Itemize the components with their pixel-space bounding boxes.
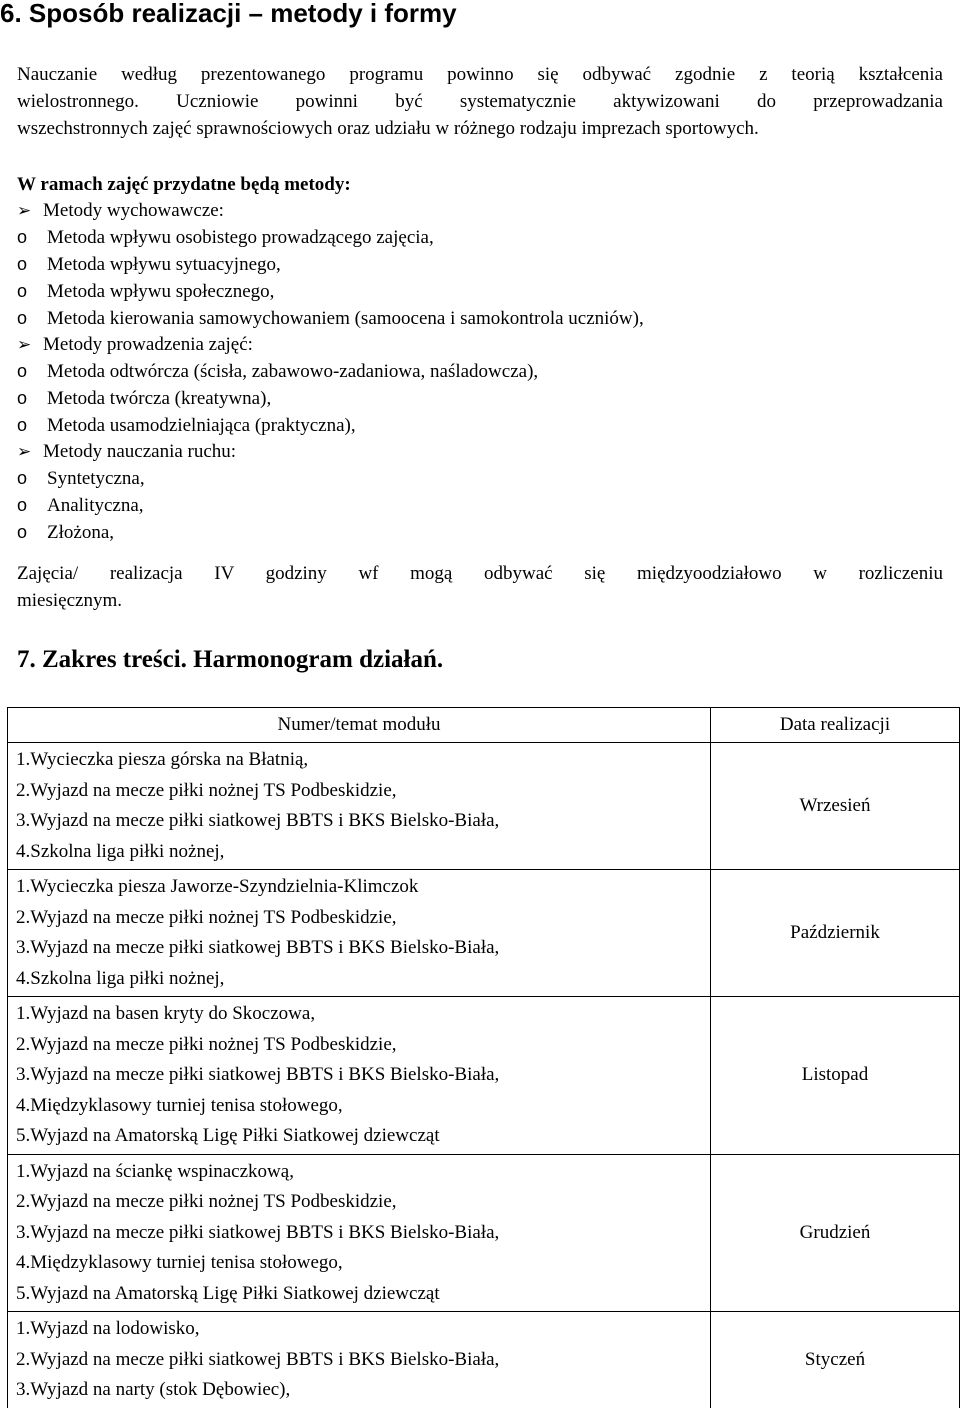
module-item: 4.Szkolna liga piłki nożnej,: [16, 840, 225, 862]
method-group-label: Metody prowadzenia zajęć:: [43, 334, 253, 355]
module-item: 2.Wyjazd na mecze piłki nożnej TS Podbeskidzie,: [16, 1033, 397, 1055]
method-item: [17, 492, 947, 519]
method-group: [17, 198, 947, 332]
method-item-label: Metoda usamodzielniająca (praktyczna),: [47, 415, 356, 436]
method-item-label: Metoda odtwórcza (ścisła, zabawowo-zadaniowa, naśladowcza),: [47, 361, 539, 382]
circle-bullet-icon: o: [17, 468, 28, 488]
table-row: [8, 997, 960, 1155]
method-item: [17, 519, 947, 546]
column-header-module: Numer/temat modułu: [8, 708, 711, 743]
method-group-row: [17, 332, 947, 358]
module-item: 1.Wyjazd na basen kryty do Skoczowa,: [16, 1003, 316, 1024]
arrow-bullet-icon: ➢: [17, 442, 32, 462]
circle-bullet-icon: o: [17, 495, 28, 515]
circle-bullet-icon: o: [17, 227, 28, 247]
method-item-label: Metoda wpływu osobistego prowadzącego zajęcia,: [47, 227, 434, 248]
month-cell: Listopad: [711, 997, 960, 1155]
module-item: 2.Wyjazd na mecze piłki nożnej TS Podbeskidzie,: [16, 1191, 397, 1212]
method-item-label: Metoda wpływu sytuacyjnego,: [47, 254, 281, 275]
module-item: 5.Wyjazd na Amatorską Ligę Piłki Siatkowej dziewcząt: [16, 1282, 440, 1304]
method-item: [17, 412, 947, 439]
table-header-row: [8, 708, 960, 743]
module-items-cell: [8, 1154, 711, 1312]
method-item-label: Syntetyczna,: [47, 468, 145, 489]
module-item: 2.Wyjazd na mecze piłki nożnej TS Podbeskidzie,: [16, 779, 397, 801]
circle-bullet-icon: o: [17, 361, 28, 381]
module-item: 3.Wyjazd na mecze piłki siatkowej BBTS i BKS Bielsko-Biała,: [16, 1221, 500, 1243]
module-item: 3.Wyjazd na narty (stok Dębowiec),: [16, 1379, 291, 1400]
method-groups-list: [17, 198, 947, 546]
method-item-label: Metoda twórcza (kreatywna),: [47, 388, 272, 409]
month-cell: Wrzesień: [711, 743, 960, 870]
method-group: [17, 439, 947, 546]
circle-bullet-icon: o: [17, 308, 28, 328]
month-cell: Październik: [711, 870, 960, 997]
module-item: 2.Wyjazd na mecze piłki siatkowej BBTS i BKS Bielsko-Biała,: [16, 1348, 500, 1370]
module-item: 4.Szkolna liga piłki nożnej,: [16, 967, 225, 989]
method-item: [17, 385, 947, 412]
method-group-row: [17, 198, 947, 224]
method-group-label: Metody wychowawcze:: [43, 200, 224, 221]
method-item: [17, 465, 947, 492]
module-items-cell: [8, 743, 711, 870]
table-row: [8, 1154, 960, 1312]
module-item: 3.Wyjazd na mecze piłki siatkowej BBTS i BKS Bielsko-Biała,: [16, 810, 500, 831]
section-6-heading: 6. Sposób realizacji – metody i formy: [0, 0, 457, 28]
circle-bullet-icon: o: [17, 388, 28, 408]
module-item: 1.Wyjazd na lodowisko,: [16, 1318, 200, 1339]
module-item: 3.Wyjazd na mecze piłki siatkowej BBTS i BKS Bielsko-Biała,: [16, 937, 500, 958]
circle-bullet-icon: o: [17, 522, 28, 542]
method-item: [17, 278, 947, 305]
module-item: 4.Międzyklasowy turniej tenisa stołowego,: [16, 1252, 343, 1273]
circle-bullet-icon: o: [17, 254, 28, 274]
method-group: [17, 332, 947, 439]
method-item: [17, 251, 947, 278]
module-item: 5.Wyjazd na Amatorską Ligę Piłki Siatkowej dziewcząt: [16, 1125, 440, 1146]
module-item: 1.Wyjazd na ściankę wspinaczkową,: [16, 1160, 294, 1182]
module-item: 4.Międzyklasowy turniej tenisa stołowego,: [16, 1094, 343, 1116]
method-item-label: Analityczna,: [47, 495, 144, 516]
methods-heading: W ramach zajęć przydatne będą metody:: [17, 174, 351, 195]
module-items-cell: [8, 870, 711, 997]
table-row: [8, 1312, 960, 1408]
circle-bullet-icon: o: [17, 415, 28, 435]
method-item: [17, 224, 947, 251]
table-row: [8, 870, 960, 997]
intro-line: Nauczanie według prezentowanego programu powinno się odbywać zgodnie z teorią kształcenia: [17, 64, 943, 85]
method-item-label: Metoda kierowania samowychowaniem (samoocena i samokontrola uczniów),: [47, 308, 644, 329]
module-items-cell: [8, 997, 711, 1155]
module-item: 1.Wycieczka piesza górska na Błatnią,: [16, 749, 309, 770]
month-cell: Grudzień: [711, 1154, 960, 1312]
module-item: 2.Wyjazd na mecze piłki nożnej TS Podbeskidzie,: [16, 906, 397, 928]
intro-line: wszechstronnych zajęć sprawnościowych oraz udziału w różnego rodzaju imprezach sportowych.: [17, 118, 759, 139]
note-line: miesięcznym.: [17, 590, 122, 611]
method-item-label: Metoda wpływu społecznego,: [47, 281, 275, 302]
method-group-label: Metody nauczania ruchu:: [43, 441, 237, 462]
arrow-bullet-icon: ➢: [17, 201, 32, 221]
arrow-bullet-icon: ➢: [17, 335, 32, 355]
circle-bullet-icon: o: [17, 281, 28, 301]
note-paragraph: [17, 560, 943, 614]
schedule-table: [7, 707, 960, 1408]
column-header-date: Data realizacji: [711, 708, 960, 743]
method-group-row: [17, 439, 947, 465]
method-item-label: Złożona,: [47, 522, 115, 543]
intro-paragraph: [17, 61, 943, 142]
table-row: [8, 743, 960, 870]
module-items-cell: [8, 1312, 711, 1408]
method-item: [17, 358, 947, 385]
note-line: Zajęcia/ realizacja IV godziny wf mogą odbywać się międzyoodziałowo w rozliczeniu: [17, 563, 943, 584]
section-7-heading: 7. Zakres treści. Harmonogram działań.: [17, 646, 444, 673]
module-item: 1.Wycieczka piesza Jaworze-Szyndzielnia-Klimczok: [16, 876, 419, 897]
month-cell: Styczeń: [711, 1312, 960, 1408]
intro-line: wielostronnego. Uczniowie powinni być systematycznie aktywizowani do przeprowadzania: [17, 91, 943, 112]
methods-block: [17, 172, 947, 546]
module-item: 3.Wyjazd na mecze piłki siatkowej BBTS i BKS Bielsko-Biała,: [16, 1064, 500, 1085]
method-item: [17, 305, 947, 332]
